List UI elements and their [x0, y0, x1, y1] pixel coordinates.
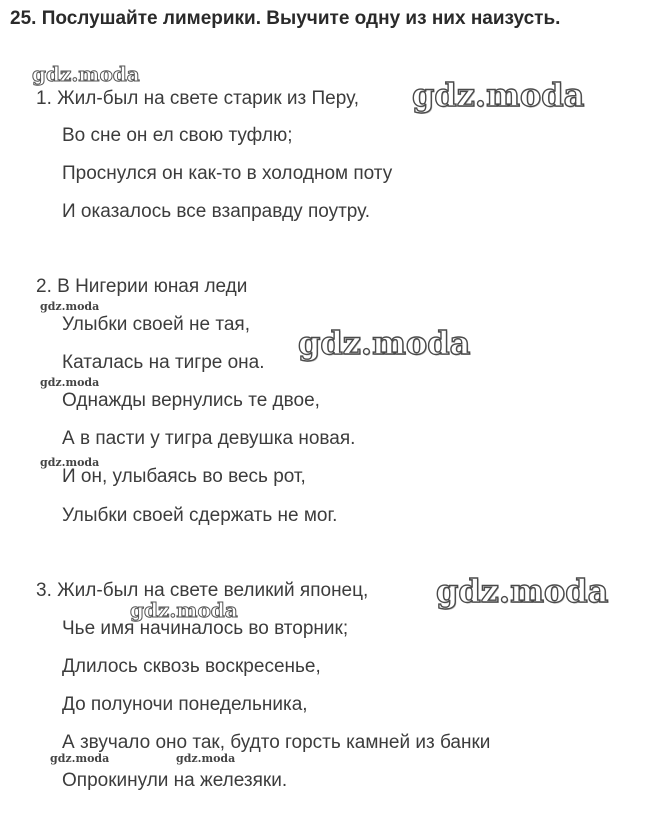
limerick-line: Во сне он ел свою туфлю;: [62, 125, 293, 146]
limerick-line: И он, улыбаясь во весь рот,: [62, 466, 306, 487]
watermark: gdz.moda: [412, 76, 585, 114]
limerick-line: 1. Жил-был на свете старик из Перу,: [36, 88, 359, 109]
watermark: gdz.moda: [130, 598, 238, 622]
limerick-line: 3. Жил-был на свете великий японец,: [36, 580, 369, 601]
exercise-title: 25. Послушайте лимерики. Выучите одну из них наизусть.: [10, 8, 561, 29]
watermark: gdz.moda: [40, 456, 100, 469]
limerick-line: А звучало оно так, будто горсть камней из банки: [62, 732, 491, 753]
watermark: gdz.moda: [32, 62, 140, 86]
limerick-line: Однажды вернулись те двое,: [62, 390, 320, 411]
watermark: gdz.moda: [40, 376, 100, 389]
limerick-line: Опрокинули на железяки.: [62, 770, 288, 791]
limerick-line: Улыбки своей сдержать не мог.: [62, 505, 338, 526]
watermark: gdz.moda: [176, 752, 236, 765]
limerick-line: 2. В Нигерии юная леди: [36, 276, 248, 297]
limerick-line: Длилось сквозь воскресенье,: [62, 656, 321, 677]
limerick-line: До полуночи понедельника,: [62, 694, 308, 715]
watermark: gdz.moda: [298, 324, 471, 362]
limerick-line: А в пасти у тигра девушка новая.: [62, 428, 356, 449]
limerick-line: Чье имя начиналось во вторник;: [62, 618, 349, 639]
watermark: gdz.moda: [40, 300, 100, 313]
limerick-line: Проснулся он как-то в холодном поту: [62, 163, 393, 184]
limerick-line: Улыбки своей не тая,: [62, 314, 250, 335]
limerick-line: И оказалось все взаправду поутру.: [62, 201, 371, 222]
watermark: gdz.moda: [50, 752, 110, 765]
limerick-line: Каталась на тигре она.: [62, 352, 265, 373]
watermark: gdz.moda: [436, 572, 609, 610]
